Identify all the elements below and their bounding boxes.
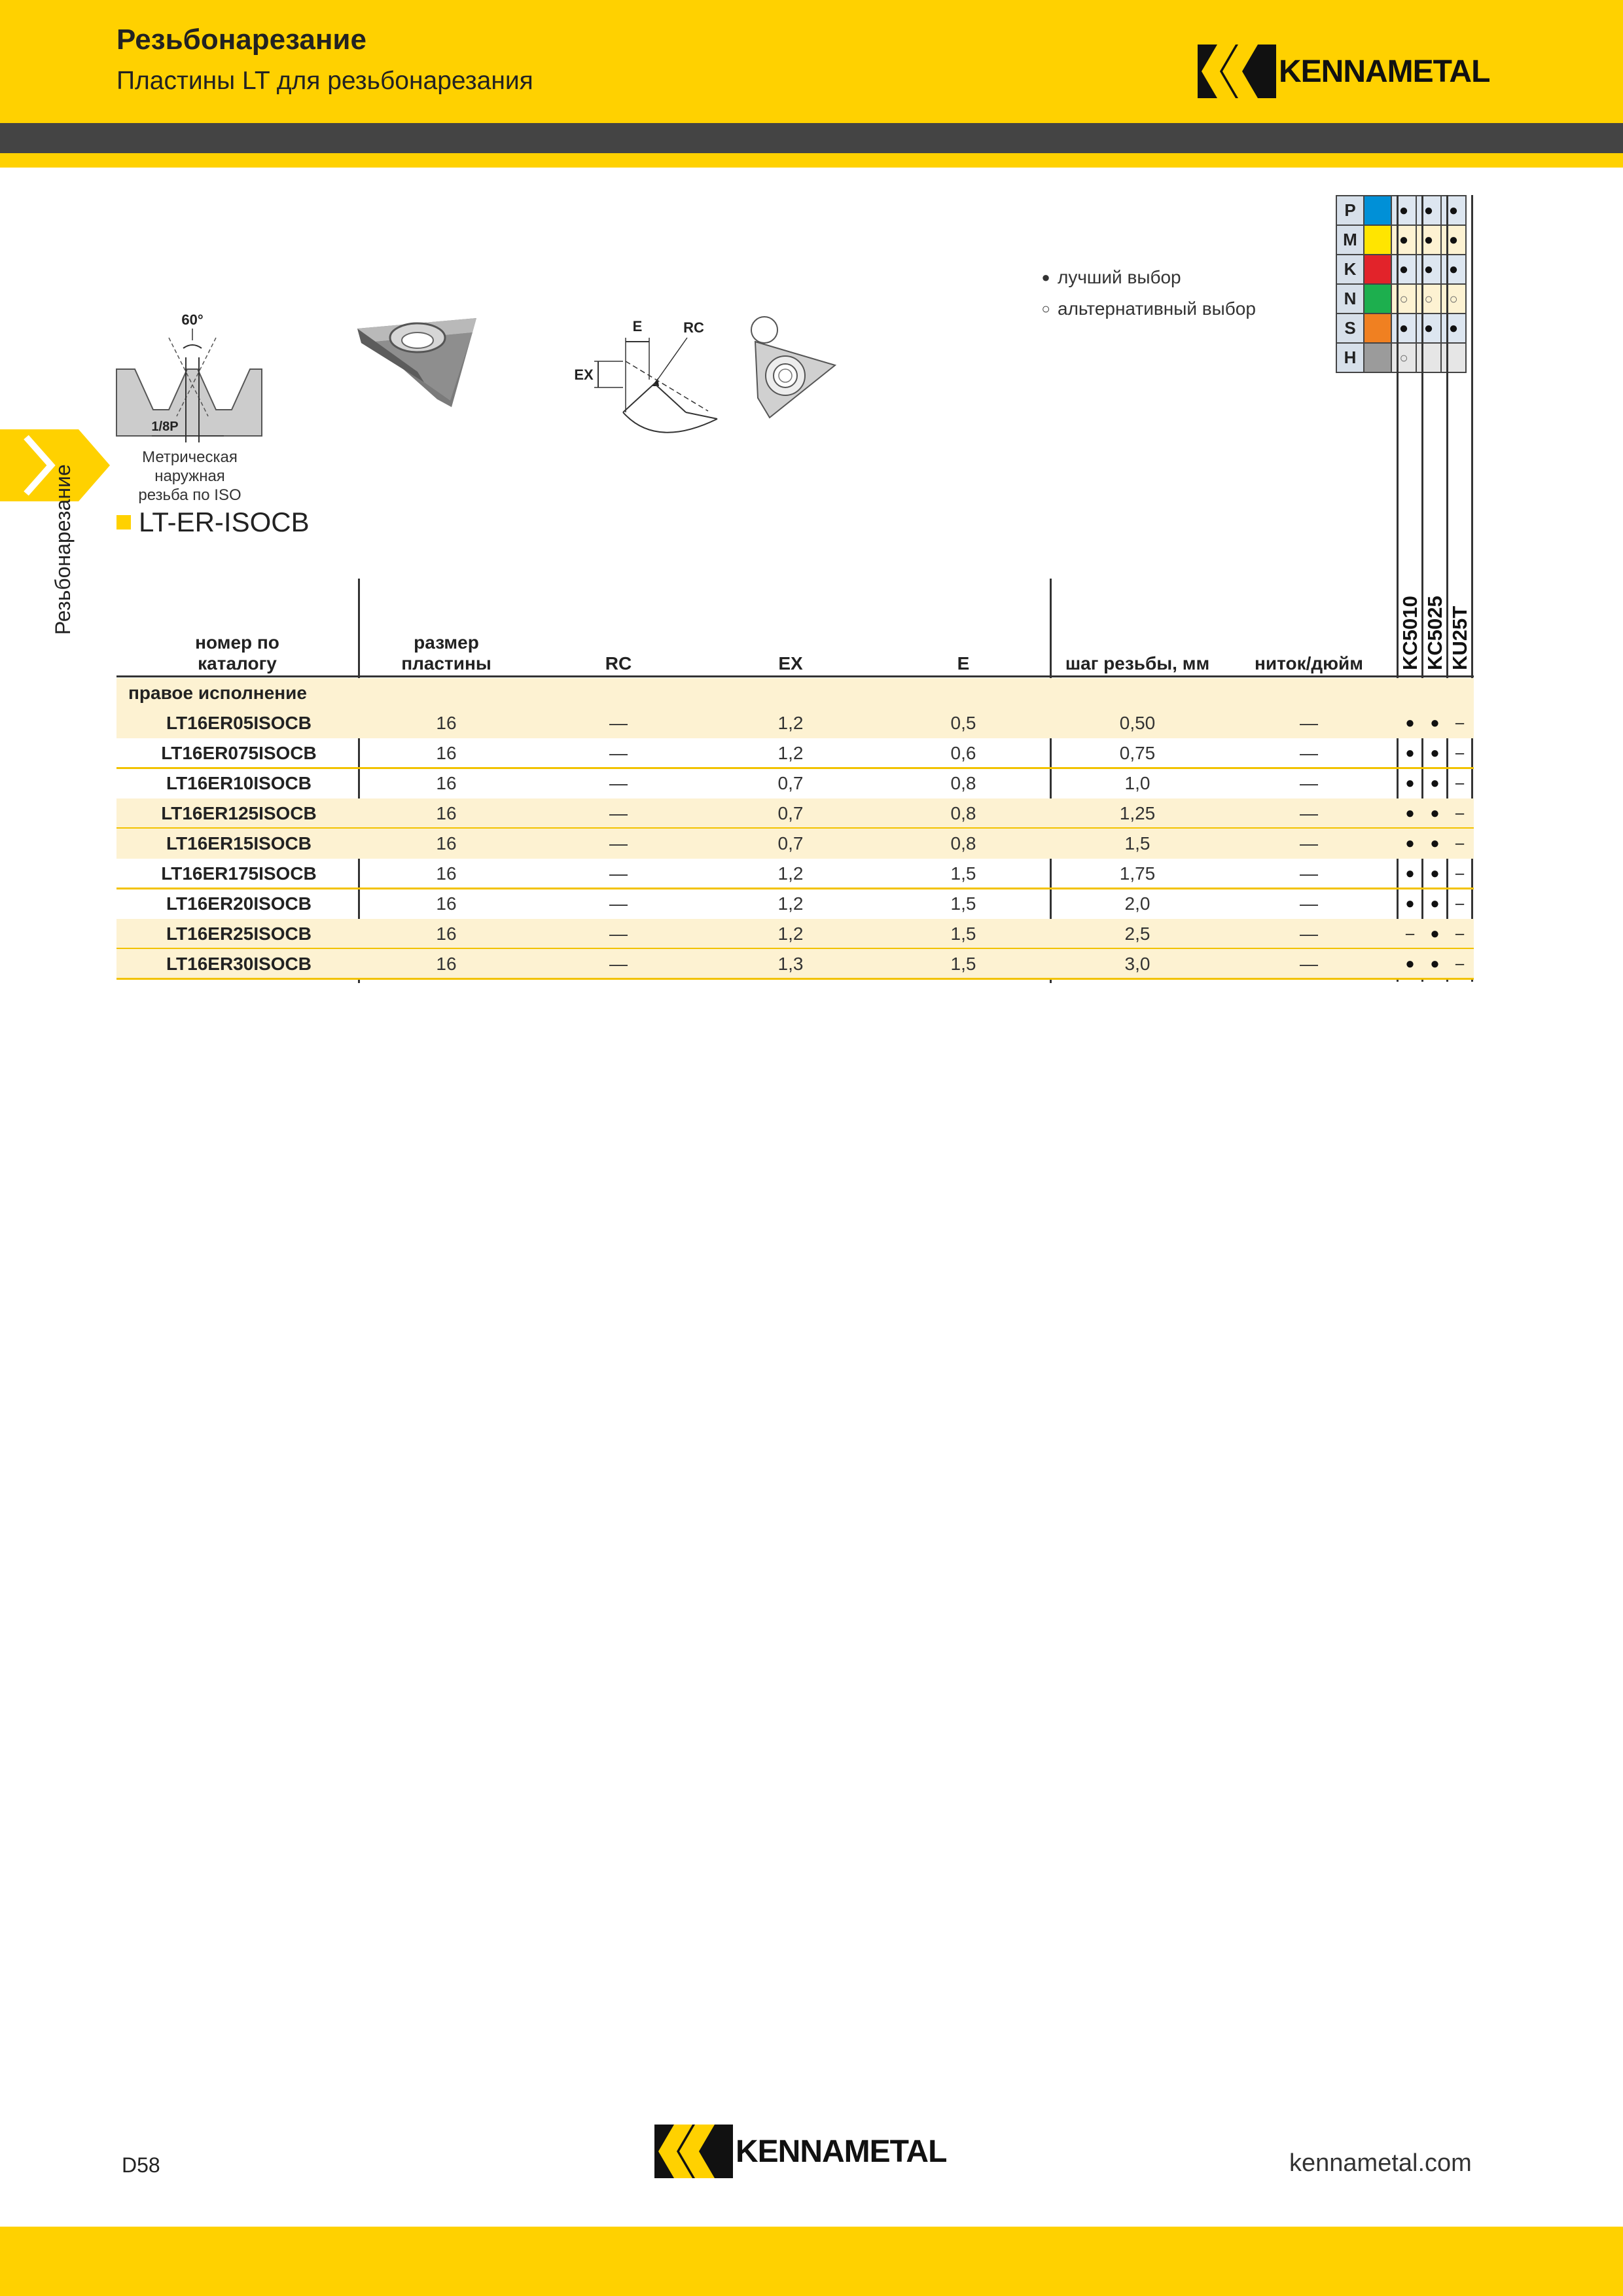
header-insert-size [381, 632, 512, 674]
material-grade-mark: ○ [1416, 284, 1441, 314]
catalog-number-cell: LT16ER20ISOCB [166, 893, 312, 914]
header-yellow-stripe [0, 153, 1623, 168]
footer-band [0, 2227, 1623, 2296]
grade-cell: – [1455, 714, 1465, 732]
header-catalog-number [164, 632, 311, 674]
catalog-number-cell: LT16ER075ISOCB [161, 743, 317, 763]
header-rc: RC [605, 653, 632, 673]
e-cell: 0,8 [950, 833, 976, 853]
header-e: E [957, 653, 970, 673]
grade-cell: ● [1430, 895, 1440, 912]
catalog-number-cell: LT16ER05ISOCB [166, 713, 312, 733]
ex-cell: 1,3 [777, 954, 804, 974]
tpi-cell: — [1300, 713, 1318, 733]
material-grade-mark: ● [1416, 255, 1441, 284]
header-catalog-line: номер по [195, 632, 279, 653]
ex-cell: 0,7 [777, 773, 804, 793]
material-grade-mark: ○ [1391, 284, 1416, 314]
e-cell: 0,5 [950, 713, 976, 733]
pitch-cell: 1,25 [1119, 803, 1156, 823]
thread-caption-line: резьба по ISO [138, 486, 241, 504]
header-pitch: шаг резьбы, мм [1065, 653, 1210, 673]
insert-size-cell: 16 [436, 773, 457, 793]
ex-cell: 0,7 [777, 803, 804, 823]
grade-cell: ● [1405, 774, 1415, 792]
material-grade-mark: ● [1416, 314, 1441, 343]
material-color-swatch [1364, 343, 1391, 372]
catalog-number-cell: LT16ER15ISOCB [166, 833, 312, 853]
page-title: Резьбонарезание [116, 24, 366, 56]
pitch-cell: 2,5 [1124, 924, 1150, 944]
ex-cell: 0,7 [777, 833, 804, 853]
tpi-cell: — [1300, 833, 1318, 853]
insert-top-view-image [743, 313, 842, 424]
grade-cell: ● [1430, 955, 1440, 973]
grade-cell: ● [1405, 744, 1415, 762]
material-code: S [1336, 314, 1364, 343]
row-separator [116, 978, 1474, 980]
insert-size-cell: 16 [436, 954, 457, 974]
brand-name: KENNAMETAL [1279, 54, 1490, 89]
rc-cell: — [609, 713, 628, 733]
insert-geometry-figure [571, 314, 728, 452]
insert-size-cell: 16 [436, 924, 457, 944]
tpi-cell: — [1300, 924, 1318, 944]
rc-cell: — [609, 743, 628, 763]
grade-cell: ● [1430, 804, 1440, 822]
pitch-cell: 1,5 [1124, 833, 1150, 853]
grade-cell: ● [1430, 744, 1440, 762]
grade-cell: – [1455, 865, 1465, 882]
grade-cell: – [1455, 834, 1465, 852]
grade-cell: ● [1430, 714, 1440, 732]
e-cell: 0,8 [950, 803, 976, 823]
k-logo-icon [1198, 45, 1276, 98]
legend-alt-marker: ○ [1041, 300, 1050, 317]
material-grade-mark [1416, 343, 1441, 372]
grade-cell: – [1405, 925, 1415, 942]
insert-size-cell: 16 [436, 833, 457, 853]
material-code: M [1336, 225, 1364, 255]
kennametal-logo [1198, 45, 1489, 98]
pitch-cell: 0,75 [1119, 743, 1156, 763]
grade-cell: – [1455, 744, 1465, 762]
catalog-number-cell: LT16ER10ISOCB [166, 773, 312, 793]
catalog-number-cell: LT16ER125ISOCB [161, 803, 317, 823]
material-color-swatch [1364, 255, 1391, 284]
thread-depth-label: 1/8P [151, 420, 179, 434]
group-row [116, 678, 1474, 708]
legend-alt-label: альтернативный выбор [1058, 298, 1256, 319]
legend-best-choice [1039, 267, 1181, 288]
material-code: H [1336, 343, 1364, 372]
header-ex: EX [778, 653, 803, 673]
rc-cell: — [609, 773, 628, 793]
e-cell: 0,6 [950, 743, 976, 763]
rc-cell: — [609, 863, 628, 884]
header-size-line: пластины [401, 653, 491, 673]
material-grade-mark: ● [1441, 225, 1466, 255]
pitch-cell: 1,75 [1119, 863, 1156, 884]
group-label: правое исполнение [128, 683, 307, 703]
material-color-swatch [1364, 284, 1391, 314]
section-square-icon [116, 515, 131, 529]
material-grade-mark: ○ [1441, 284, 1466, 314]
tpi-cell: — [1300, 863, 1318, 884]
pitch-cell: 0,50 [1119, 713, 1156, 733]
e-cell: 1,5 [950, 893, 976, 914]
material-color-swatch [1364, 196, 1391, 225]
material-code: P [1336, 196, 1364, 225]
grade-header-kc5010: KC5010 [1399, 596, 1421, 670]
grade-cell: ● [1405, 834, 1415, 852]
rc-cell: — [609, 803, 628, 823]
side-tab-label: Резьбонарезание [51, 464, 75, 635]
catalog-number-cell: LT16ER30ISOCB [166, 954, 312, 974]
material-code: K [1336, 255, 1364, 284]
material-grade-mark: ● [1441, 196, 1466, 225]
footer-brand-name: KENNAMETAL [736, 2134, 947, 2169]
grade-cell: ● [1430, 834, 1440, 852]
tpi-cell: — [1300, 773, 1318, 793]
page-subtitle: Пластины LT для резьбонарезания [116, 67, 533, 95]
page-number: D58 [122, 2153, 160, 2177]
thread-caption [115, 448, 265, 505]
rc-cell: — [609, 954, 628, 974]
insert-size-cell: 16 [436, 803, 457, 823]
material-grade-mark: ● [1416, 196, 1441, 225]
material-grade-mark: ● [1441, 255, 1466, 284]
insert-size-cell: 16 [436, 713, 457, 733]
section-heading [116, 507, 310, 538]
header-catalog-line: каталогу [198, 653, 277, 673]
ex-cell: 1,2 [777, 713, 804, 733]
header-size-line: размер [414, 632, 479, 653]
tpi-cell: — [1300, 743, 1318, 763]
material-grade-mark [1441, 343, 1466, 372]
tpi-cell: — [1300, 954, 1318, 974]
website-link[interactable]: kennametal.com [1289, 2149, 1472, 2177]
kennametal-footer-logo [654, 2125, 946, 2178]
grade-cell: ● [1405, 714, 1415, 732]
pitch-cell: 2,0 [1124, 893, 1150, 914]
material-grade-mark: ● [1416, 225, 1441, 255]
material-color-swatch [1364, 225, 1391, 255]
geometry-e-label: E [632, 318, 643, 334]
grade-cell: – [1455, 895, 1465, 912]
grade-cell: – [1455, 804, 1465, 822]
ex-cell: 1,2 [777, 863, 804, 884]
material-code: N [1336, 284, 1364, 314]
pitch-cell: 3,0 [1124, 954, 1150, 974]
grade-cell: – [1455, 955, 1465, 973]
geometry-ex-label: EX [574, 367, 594, 383]
rc-cell: — [609, 893, 628, 914]
grade-cell: ● [1405, 865, 1415, 882]
grade-cell: ● [1430, 925, 1440, 942]
ex-cell: 1,2 [777, 924, 804, 944]
legend-best-marker: ● [1041, 269, 1050, 285]
thread-caption-line: Метрическая [142, 448, 238, 466]
grade-cell: – [1455, 774, 1465, 792]
k-logo-icon [654, 2125, 733, 2178]
e-cell: 1,5 [950, 954, 976, 974]
material-grade-mark: ● [1391, 225, 1416, 255]
material-color-swatch [1364, 314, 1391, 343]
material-grade-mark: ● [1441, 314, 1466, 343]
header-tpi: ниток/дюйм [1255, 653, 1363, 673]
insert-3d-image [352, 309, 483, 414]
geometry-rc-label: RC [683, 319, 704, 336]
tpi-cell: — [1300, 893, 1318, 914]
section-title: LT-ER-ISOCB [139, 507, 310, 537]
grade-cell: ● [1405, 955, 1415, 973]
table-header-rule [116, 675, 1474, 677]
material-grade-mark: ○ [1391, 343, 1416, 372]
thread-angle-label: 60° [181, 312, 204, 328]
insert-size-cell: 16 [436, 863, 457, 884]
catalog-number-cell: LT16ER175ISOCB [161, 863, 317, 884]
e-cell: 1,5 [950, 863, 976, 884]
insert-size-cell: 16 [436, 893, 457, 914]
ex-cell: 1,2 [777, 893, 804, 914]
thread-profile-figure [113, 312, 270, 449]
grade-header-ku25t: KU25T [1448, 605, 1471, 670]
legend-alternative-choice [1039, 298, 1256, 319]
grade-cell: ● [1430, 865, 1440, 882]
grade-header-kc5025: KC5025 [1423, 596, 1446, 670]
e-cell: 0,8 [950, 773, 976, 793]
grade-cell: ● [1405, 804, 1415, 822]
catalog-number-cell: LT16ER25ISOCB [166, 924, 312, 944]
rc-cell: — [609, 924, 628, 944]
rc-cell: — [609, 833, 628, 853]
material-grade-mark: ● [1391, 314, 1416, 343]
tpi-cell: — [1300, 803, 1318, 823]
header-dark-stripe [0, 123, 1623, 153]
grade-cell: ● [1405, 895, 1415, 912]
material-grade-mark: ● [1391, 196, 1416, 225]
material-grade-mark: ● [1391, 255, 1416, 284]
grade-cell: – [1455, 925, 1465, 942]
ex-cell: 1,2 [777, 743, 804, 763]
thread-caption-line: наружная [154, 467, 225, 485]
grade-cell: ● [1430, 774, 1440, 792]
legend-best-label: лучший выбор [1058, 267, 1181, 287]
pitch-cell: 1,0 [1124, 773, 1150, 793]
e-cell: 1,5 [950, 924, 976, 944]
insert-size-cell: 16 [436, 743, 457, 763]
